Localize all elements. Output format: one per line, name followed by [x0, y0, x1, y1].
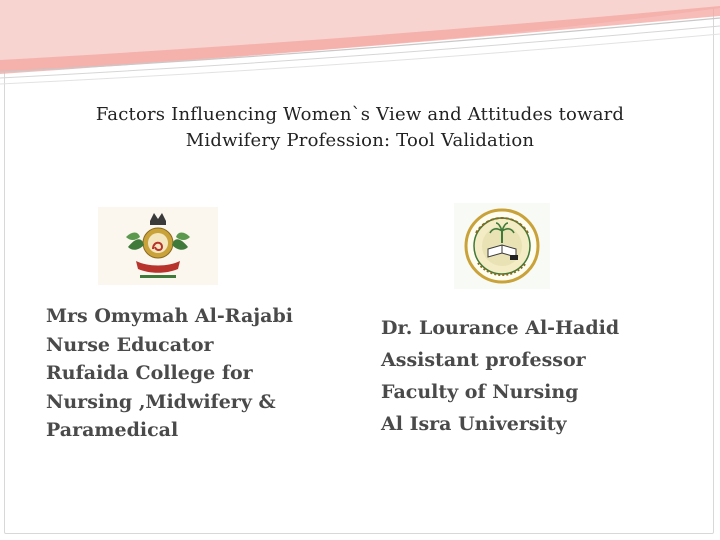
presenter-right-role: Assistant professor: [381, 349, 586, 371]
presenter-left-role: Nurse Educator: [46, 333, 214, 356]
presenter-left: [46, 302, 336, 445]
presenter-right: [381, 312, 701, 440]
title-line-1: Factors Influencing Women`s View and Attitudes toward: [95, 104, 625, 125]
presenter-right-name: Dr. Lourance Al-Hadid: [381, 317, 620, 339]
presenter-right-department: Faculty of Nursing: [381, 381, 579, 403]
presenter-left-name: Mrs Omymah Al-Rajabi: [46, 305, 293, 327]
presenter-right-university: Al Isra University: [381, 413, 567, 435]
title-line-2: Midwifery Profession: Tool Validation: [185, 130, 535, 151]
decorative-swoosh: [0, 0, 720, 90]
presenter-left-affiliation-3: Paramedical: [46, 419, 179, 441]
presenter-left-affiliation-1: Rufaida College for: [46, 362, 253, 384]
presenter-left-affiliation-2: Nursing ,Midwifery &: [46, 390, 276, 413]
rufaida-college-logo: [98, 207, 218, 285]
slide-title: [40, 102, 680, 154]
al-isra-university-seal: [454, 203, 550, 289]
